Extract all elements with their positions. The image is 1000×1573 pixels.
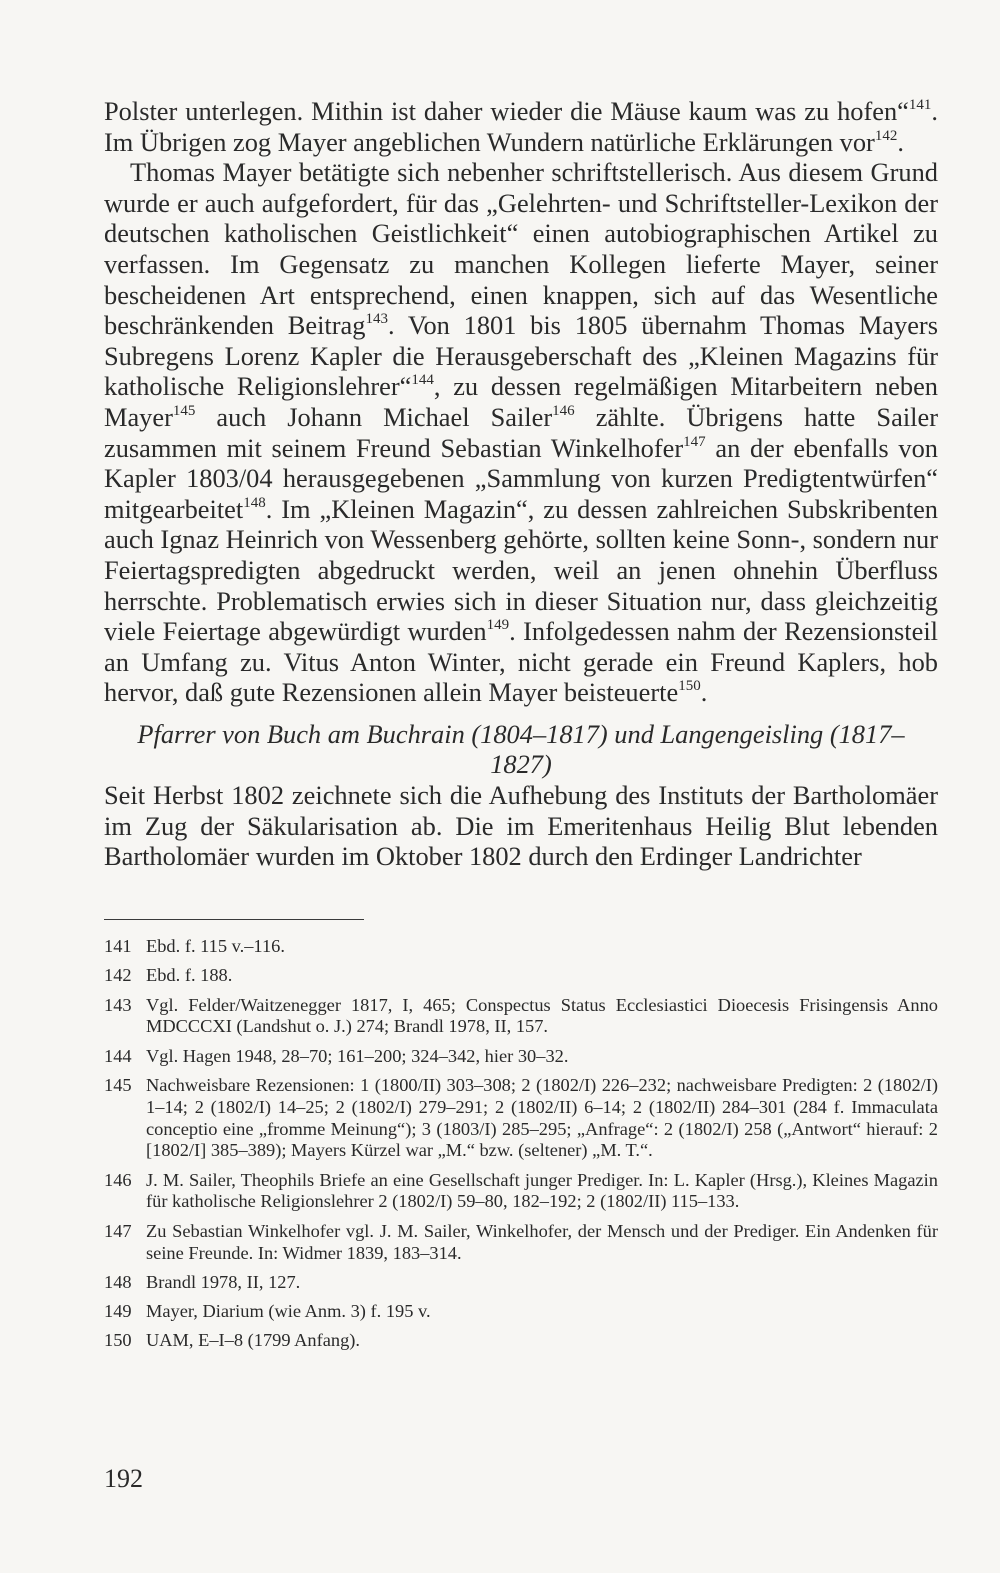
footnote-text: Brandl 1978, II, 127. (146, 1271, 301, 1292)
page-number: 192 (104, 1464, 143, 1493)
footnote-number: 147 (104, 1220, 132, 1241)
text-run: Thomas Mayer betätigte sich nebenher schriftstellerisch. Aus diesem Grund wurde er auch aufgefordert, für das „Gelehrten- und Schriftsteller-Lexikon der deutschen katholischen Geistlichkeit“ einen autobiographischen Artikel zu verfassen. Im Gegensatz zu manchen Kollegen lieferte Mayer, seiner bescheidenen Art entsprechend, einen knappen, sich auf das Wesentliche beschränkenden Beitrag (104, 157, 938, 341)
footnote-text: Mayer, Diarium (wie Anm. 3) f. 195 v. (146, 1301, 431, 1322)
footnote-number: 146 (104, 1169, 132, 1190)
footnote-number: 149 (104, 1301, 132, 1322)
footnote-number: 148 (104, 1271, 132, 1292)
paragraph (104, 96, 938, 157)
footnote (104, 1075, 938, 1162)
footnote-number: 141 (104, 936, 132, 956)
footnote (104, 995, 938, 1039)
footnote-text: Nachweisbare Rezensionen: 1 (1800/II) 303–308; 2 (1802/I) 226–232; nachweisbare Predigten: 2 (1802/I) 1–14; 2 (1802/I) 14–25; 2 (1802/I) 279–291; 2 (1802/II) 6–14; 2 (1802/II) 284–301 (284 f. Immaculata conceptio eine „fromme Meinung“); 3 (1803/I) 285–295; „Anfrage“: 2 (1802/I) 258 („Antwort“ hierauf: 2 [1802/I] 385–389); Mayers Kürzel war „M.“ bzw. (seltener) „M. T.“. (146, 1074, 938, 1161)
footnote-ref: 141 (908, 97, 932, 113)
footnote-text: Ebd. f. 115 v.–116. (146, 936, 285, 956)
footnote (104, 1301, 938, 1323)
footnote-ref: 149 (486, 617, 510, 634)
footnote (104, 1046, 938, 1068)
footnote-ref: 146 (552, 402, 575, 419)
footnote-text: Vgl. Felder/Waitzenegger 1817, I, 465; Conspectus Status Ecclesiastici Dioecesis Frisingensis Anno MDCCCXI (Landshut o. J.) 274; Brandl 1978, II, 157. (146, 994, 938, 1037)
paragraph: Seit Herbst 1802 zeichnete sich die Aufhebung des Instituts der Bartholomäer im Zug der Säkularisation ab. Die im Emeritenhaus Heilig Blut lebenden Bartholomäer wurden im Oktober 1802 durch den Erdinger Landrichter (104, 780, 938, 872)
footnote (104, 1221, 938, 1265)
footnote-number: 145 (104, 1074, 132, 1095)
footnote-text: Ebd. f. 188. (146, 965, 233, 986)
footnote-number: 144 (104, 1045, 132, 1066)
footnote-divider (104, 919, 364, 920)
footnote (104, 1330, 938, 1352)
footnote-ref: 150 (678, 678, 701, 695)
text-run: an der ebenfalls von Kapler 1803/04 herausgegebenen „Sammlung von kurzen Predigtentwürfen“ mitgearbeitet (104, 432, 938, 524)
footnote-text: J. M. Sailer, Theophils Briefe an eine Gesellschaft junger Prediger. In: L. Kapler (Hrsg.), Kleines Magazin für katholische Religionslehrer 2 (1802/I) 59–80, 182–192; 2 (1802/II) 115–133. (146, 1169, 938, 1212)
footnote-text: UAM, E–I–8 (1799 Anfang). (146, 1330, 361, 1351)
text-run: , zu dessen regelmäßigen Mitarbeitern neben Mayer (104, 371, 938, 432)
text-run: . (700, 677, 708, 708)
footnote-ref: 147 (683, 433, 706, 450)
footnote-ref: 142 (874, 127, 898, 144)
footnote-text: Zu Sebastian Winkelhofer vgl. J. M. Sailer, Winkelhofer, der Mensch und der Prediger. Ein Andenken für seine Freunde. In: Widmer 1839, 183–314. (146, 1220, 938, 1263)
footnote-ref: 145 (172, 402, 196, 419)
footnote (104, 965, 938, 987)
section-heading: Pfarrer von Buch am Buchrain (1804–1817) und Langengeisling (1817–1827) (137, 718, 905, 780)
footnote (104, 936, 938, 958)
footnote-ref: 143 (365, 311, 388, 328)
footnote-number: 150 (104, 1330, 132, 1351)
footnotes (104, 936, 938, 1360)
footnote (104, 1170, 938, 1214)
text-run: . Im Übrigen zog Mayer angeblichen Wundern natürliche Erklärungen vor (104, 96, 938, 157)
text-run: . Im „Kleinen Magazin“, zu dessen zahlreichen Subskribenten auch Ignaz Heinrich von Wessenberg gehörte, sollten keine Sonn-, sondern nur Feiertagspredigten abgedruckt werden, weil an jenen ohnehin Überfluss herrschte. Problematisch erwies sich in dieser Situation nur, dass gleichzeitig viele Feiertage abgewürdigt wurden (104, 493, 938, 647)
text-run: zählte. Übrigens hatte Sailer zusammen mit seinem Freund Sebastian Winkelhofer (104, 401, 938, 463)
footnote-text: Vgl. Hagen 1948, 28–70; 161–200; 324–342, hier 30–32. (146, 1045, 569, 1066)
footnote-ref: 144 (411, 372, 434, 389)
footnote-number: 143 (104, 994, 132, 1015)
paragraph (104, 157, 938, 708)
main-text (104, 96, 938, 872)
text-run: auch Johann Michael Sailer (195, 401, 553, 432)
footnote (104, 1272, 938, 1294)
text-run: . (897, 126, 904, 157)
text-run: . Von 1801 bis 1805 übernahm Thomas Mayers Subregens Lorenz Kapler die Herausgeberschaft des „Kleinen Magazins für katholische Religionslehrer“ (104, 310, 938, 402)
footnote-number: 142 (104, 965, 132, 986)
text-run: Polster unterlegen. Mithin ist daher wieder die Mäuse kaum was zu hofen“ (104, 96, 909, 126)
footnote-ref: 148 (243, 494, 266, 511)
text-run: . Infolgedessen nahm der Rezensionsteil an Umfang zu. Vitus Anton Winter, nicht gerade ein Freund Kaplers, hob hervor, daß gute Rezensionen allein Mayer beisteuerte (104, 616, 938, 708)
